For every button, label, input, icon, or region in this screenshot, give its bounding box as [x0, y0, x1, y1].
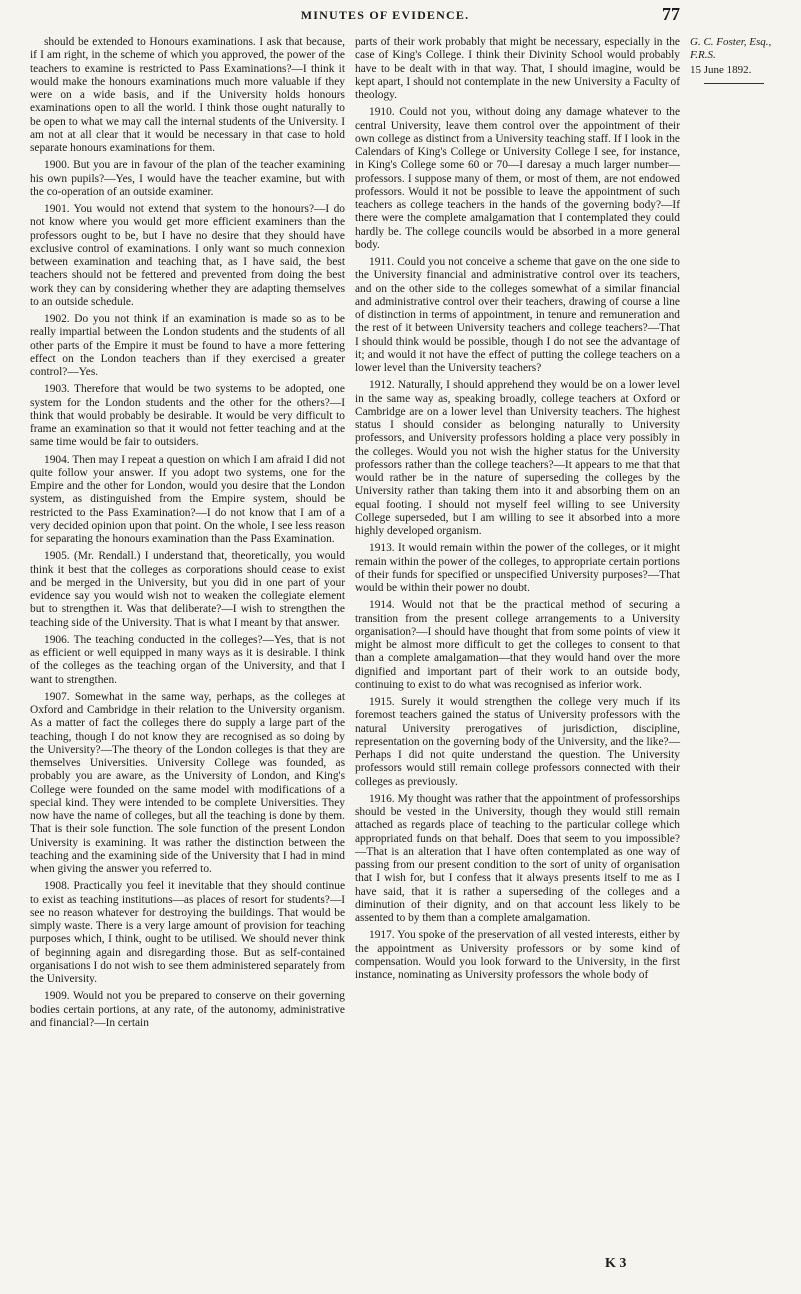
signature-mark: K 3 [605, 1256, 627, 1271]
paragraph: 1913. It would remain within the power of the colleges, or it might remain within the power of the colleges, to appropriate certain portions of their funds for specified or unspecified University purposes?—That would be within their power no doubt. [355, 542, 680, 594]
paragraph: 1911. Could you not conceive a scheme that gave on the one side to the University financial and administrative control over its teachers, and on the other side to the colleges somewhat of a similar financial and administrative control over their teachers, drawing of course a line of distinction in terms of appointment, in tenure and remuneration and the rest of it between University teachers and college teachers?—That I should think would be possible, though I do not see the advantage of it; and would it not have the effect of putting the college teachers on a lower level than the University teachers? [355, 256, 680, 374]
paragraph: 1904. Then may I repeat a question on which I am afraid I did not quite follow your answer. If you adopt two systems, one for the Empire and the other for London, would you desire that the London system, as distinguished from the Empire system, should be restricted to the Pass Examination?—I do not know that I am of a very decided opinion upon that point. On the whole, I see less reason for separating the honours examination than the Pass Examination. [30, 453, 345, 545]
page-header [30, 4, 680, 28]
paragraph: 1909. Would not you be prepared to conserve on their governing bodies certain portions, at any rate, of the autonomy, administrative and financial?—In certain [30, 990, 345, 1029]
margin-note [690, 36, 798, 84]
page-title: MINUTES OF EVIDENCE. [300, 8, 470, 22]
paragraph: 1905. (Mr. Rendall.) I understand that, theoretically, you would think it best that the colleges as corporations should cease to exist and be merged in the University, but you did in one part of your evidence say you would wish not to weaken the collegiate element but to strengthen it. Was that deliberate?—I wish to strengthen the teaching side of the University. That is what I meant by that answer. [30, 550, 345, 629]
paragraph: 1910. Could not you, without doing any damage whatever to the central University, leave them control over the appointment of their own college as distinct from a University teaching staff. If I look in the Calendars of King's College or University College I see, for instance, in King's College some 60 or 70—I daresay a much larger number—professors. I suppose many of them, or most of them, are not endowed professors. Would it not be possible to leave the appointment of such teachers as college teachers in the hands of the governing body?—If there were the complete amalgamation that I contemplated they could hardly be. The college councils would be absorbed in a more general body. [355, 106, 680, 251]
paragraph: 1903. Therefore that would be two systems to be adopted, one system for the London students and the other for the others?—I think that would probably be desirable. It would be very difficult to frame an examination so that it would not fetter teaching and at the same time would be fair to outsiders. [30, 383, 345, 449]
paragraph: 1901. You would not extend that system to the honours?—I do not know where you would get more efficient examiners than the professors ought to be, but I have no desire that they should have exclusive control of examinations. I only want so much connexion between examination and teaching that, as I have said, the best teachers should not be fettered and prevented from doing the best work they can by considering whether they are adapting themselves to an outside schedule. [30, 203, 345, 308]
right-column [355, 36, 680, 986]
paragraph: 1912. Naturally, I should apprehend they would be on a lower level in the same way as, speaking broadly, college teachers at Oxford or Cambridge are on a lower level than University teachers. The highest status I should consider as belonging naturally to University professors, and University professors holding a place very possibly in the colleges. Would you not wish the higher status for the University professors rather than the college teachers?—It appears to me that that would rather be in the nature of superseding the colleges by the University rather than taking them into it and absorbing them on an equal footing. I should not myself feel willing to see University College superseded, but I am willing to see it absorbed into a more highly developed organism. [355, 379, 680, 537]
witness-name: G. C. Foster, Esq., F.R.S. [690, 36, 772, 61]
paragraph: 1900. But you are in favour of the plan of the teacher examining his own pupils?—Yes, I would have the teacher examine, but with the co-operation of an outside examiner. [30, 159, 345, 198]
paragraph: 1914. Would not that be the practical method of securing a transition from the present college arrangements to a University organisation?—I should have thought that from some points of view it might be almost more difficult to get the colleges to consent to that than a complete amalgamation—that they would hand over the more dignified and important part of their work to an outside body, continuing to exist to do what was recognised as inferior work. [355, 599, 680, 691]
paragraph: should be extended to Honours examinations. I ask that because, if I am right, in the scheme of which you approved, the power of the teachers to examine is restricted to Pass Examinations?—I think it would make the honours examinations much more valuable if they were on a wide basis, and if the University holds honours examinations open to all the world. I think those ought naturally to be open to what we may call the internal students of the University. I am not at all clear that it would be necessary in that case to hold separate honours examinations for them. [30, 36, 345, 154]
margin-rule [704, 83, 764, 84]
paragraph: 1916. My thought was rather that the appointment of professorships should be vested in the University, though they would still remain attached as regards place of teaching to the particular college which appropriated funds on that behalf. Does that seem to you impossible?—That is an alteration that I have often contemplated as one way of passing from our present condition to the sort of unity of organisation that I wish for, but I confess that it always presents itself to me as I have said, that it is rather a superseding of the colleges and a diminution of their dignity, and on that account less likely to be assented to by them than a complete amalgamation. [355, 792, 680, 924]
paragraph: 1917. You spoke of the preservation of all vested interests, either by the appointment as University professors or by some kind of compensation. Would you look forward to the University, in the first instance, nominating as University professors the whole body of [355, 929, 680, 981]
paragraph: 1915. Surely it would strengthen the college very much if its foremost teachers gained the status of University professors with the natural University prerogatives of jurisdiction, discipline, representation on the governing body of the University, and the like?—Perhaps I did not quite understand the question. The University professors would still remain college professors connected with their colleges as previously. [355, 696, 680, 788]
paragraph: 1907. Somewhat in the same way, perhaps, as the colleges at Oxford and Cambridge in their relation to the University organism. As a matter of fact the colleges there do supply a large part of the teaching, though I do not know they are recognised as so doing by the University?—The theory of the London colleges is that they are themselves Universities. University College was founded, as probably you are aware, as the University of London, and King's College were founded on the same model with modifications of a special kind. They were intended to be complete Universities. They now have the name of colleges, but all the teaching is done by them. That is their sole function. The sole function of the present London University is examining. It was rather the distinction between the teaching and the examining side of the University that I had in mind when giving the answer you referred to. [30, 690, 345, 875]
paragraph: 1908. Practically you feel it inevitable that they should continue to exist as teaching institutions—as places of resort for students?—I see no reason whatever for destroying the buildings. That would be simply waste. There is a very large amount of provision for teaching purposes which, I think, ought to be utilised. We should never think of beginning again and disregarding those. But as self-contained organisations I do not wish to see them administered separately from the University. [30, 880, 345, 985]
margin-date: 15 June 1892. [690, 64, 752, 76]
page-number: 77 [662, 4, 680, 24]
paragraph: 1902. Do you not think if an examination is made so as to be really impartial between the London students and the students of all other parts of the Empire it must be found to have a more fettering effect on the London teachers than if they exercised a greater control?—Yes. [30, 313, 345, 378]
paragraph: 1906. The teaching conducted in the colleges?—Yes, that is not as efficient or well equipped in many ways as it is desirable. I think of the colleges as the teaching organ of the University, and that I want to strengthen. [30, 633, 345, 686]
paragraph: parts of their work probably that might be necessary, especially in the case of King's College. I think their Divinity School would probably have to be dealt with in that way. That, I should imagine, would be kept apart, I should not contemplate in the new University a Faculty of theology. [355, 36, 680, 101]
left-column [30, 36, 345, 1034]
